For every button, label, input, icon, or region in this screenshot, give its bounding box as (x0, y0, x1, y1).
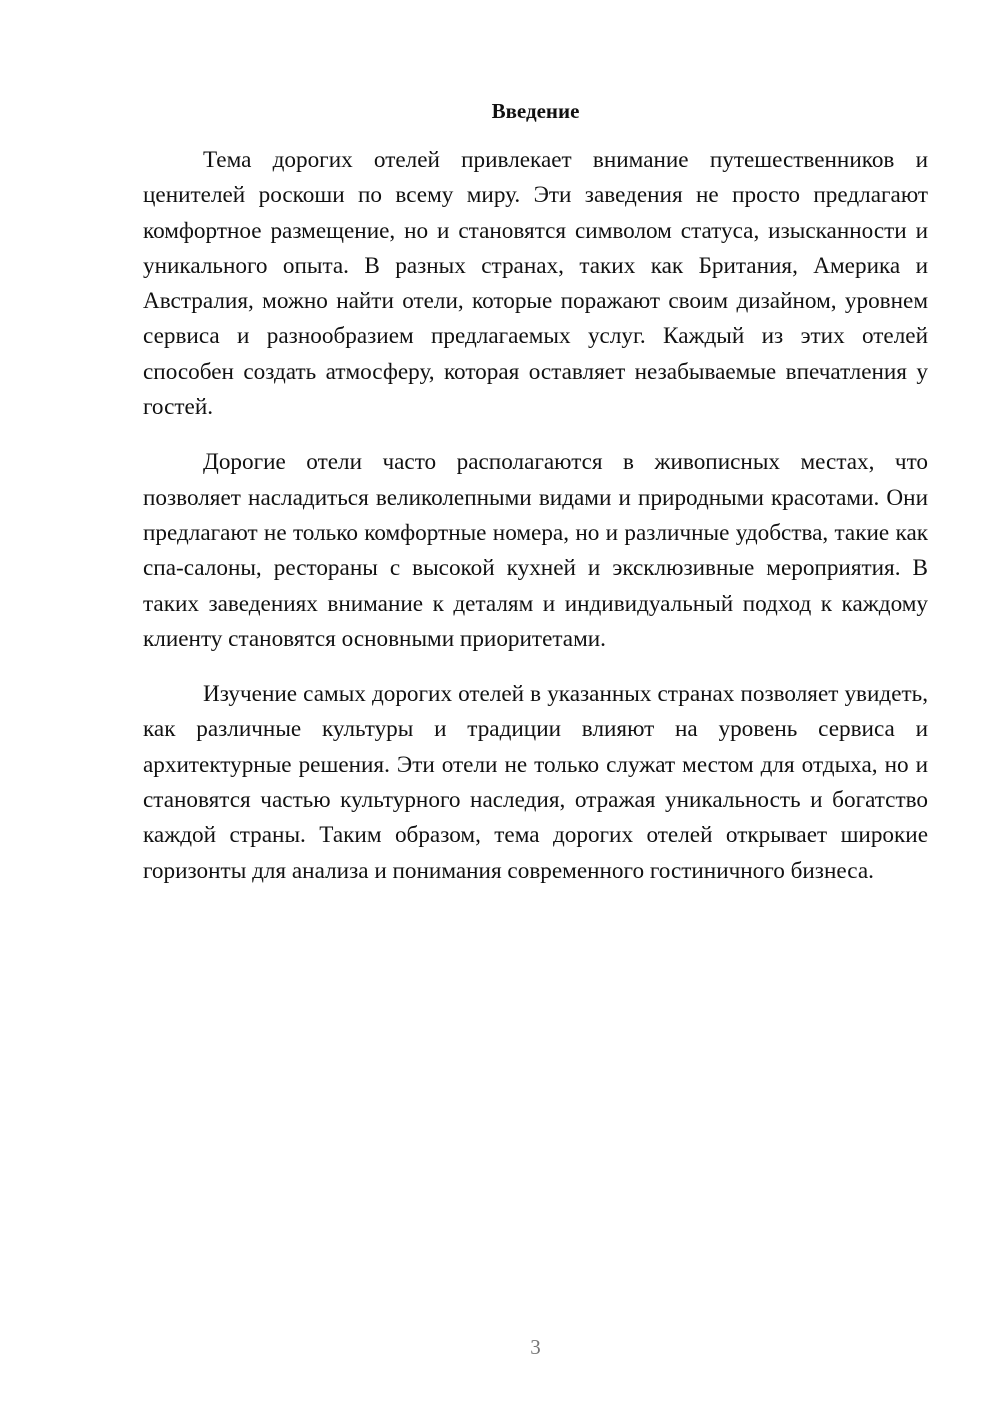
section-heading: Введение (491, 99, 580, 123)
paragraph-3: Изучение самых дорогих отелей в указанных странах позволяет увидеть, как различные культуры и традиции влияют на уровень сервиса и архитектурные решения. Эти отели не только служат местом для отдыха, но и становятся частью культурного наследия, отражая уникальность и богатство каждой страны. Таким образом, тема дорогих отелей открывает широкие горизонты для анализа и понимания современного гостиничного бизнеса. (143, 681, 928, 884)
body-text (143, 143, 928, 909)
paragraph-2: Дорогие отели часто располагаются в живописных местах, что позволяет насладиться великолепными видами и природными красотами. Они предлагают не только комфортные номера, но и различные удобства, такие как спа-салоны, рестораны с высокой кухней и эксклюзивные мероприятия. В таких заведениях внимание к деталям и индивидуальный подход к каждому клиенту становятся основными приоритетами. (143, 449, 928, 652)
paragraph-1: Тема дорогих отелей привлекает внимание путешественников и ценителей роскоши по всему миру. Эти заведения не просто предлагают комфортное размещение, но и становятся символом статуса, изысканности и уникального опыта. В разных странах, таких как Британия, Америка и Австралия, можно найти отели, которые поражают своим дизайном, уровнем сервиса и разнообразием предлагаемых услуг. Каждый из этих отелей способен создать атмосферу, которая оставляет незабываемые впечатления у гостей. (143, 147, 928, 421)
page-number: 3 (530, 1335, 541, 1359)
